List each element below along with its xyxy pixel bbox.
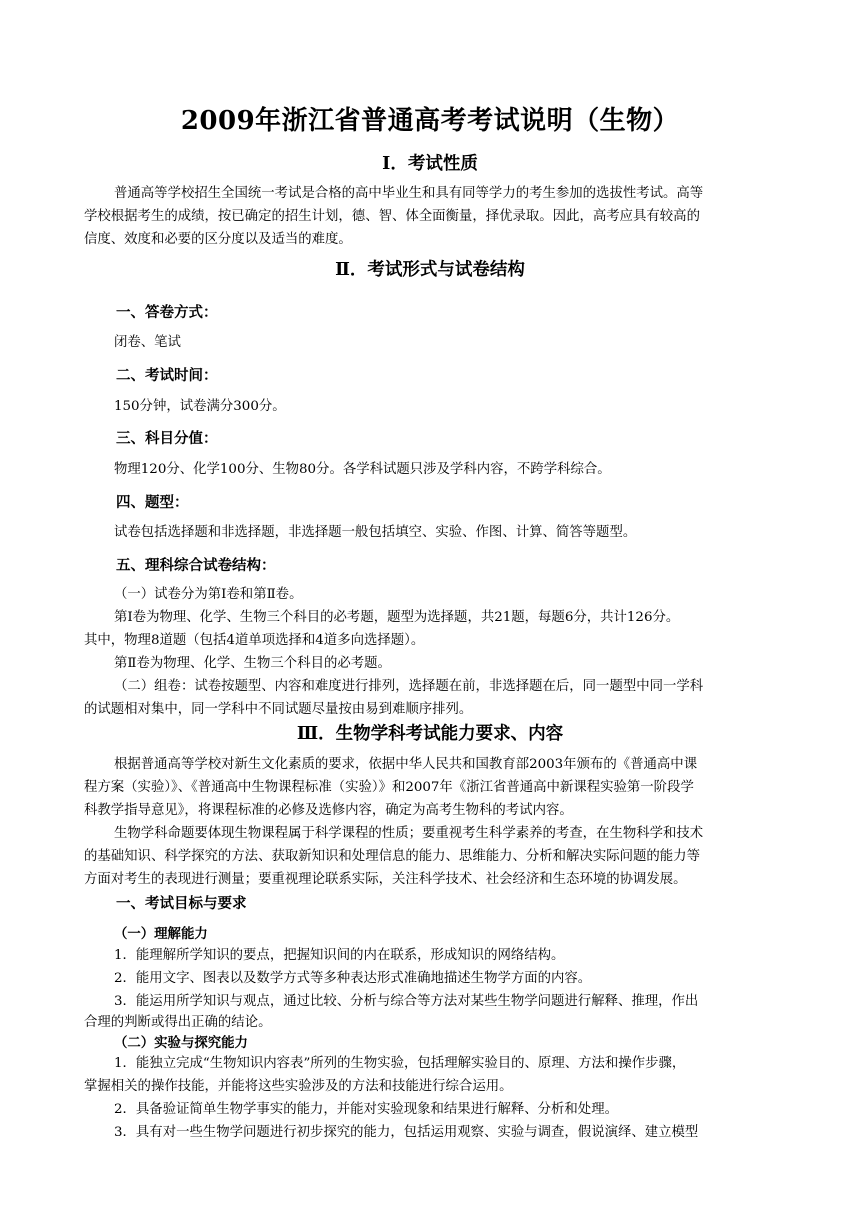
paper-structure-line: 的试题相对集中，同一学科中不同试题尽量按由易到难顺序排列。: [84, 702, 473, 717]
question-type-text: 试卷包括选择题和非选择题，非选择题一般包括填空、实验、作图、计算、简答等题型。: [114, 525, 637, 540]
paper-structure-line: （二）组卷：试卷按题型、内容和难度进行排列，选择题在前，非选择题在后，同一题型中同一学科: [114, 679, 704, 694]
ability-1-line: 合理的判断或得出正确的结论。: [84, 1015, 272, 1030]
ability-2-line: 2．具备验证简单生物学事实的能力，并能对实验现象和结果进行解释、分析和处理。: [114, 1102, 618, 1117]
subject-score-text: 物理120分、化学100分、生物80分。各学科试题只涉及学科内容，不跨学科综合。: [114, 462, 611, 477]
section-3-line: 科教学指导意见》，将课程标准的必修及选修内容，确定为高考生物科的考试内容。: [84, 803, 573, 818]
ability-2-heading: （二）实验与探究能力: [114, 1035, 248, 1051]
subject-score-heading: 三、科目分值：: [116, 430, 218, 447]
section-3-line: 方面对考生的表现进行测量；要重视理论联系实际，关注科学技术、社会经济和生态环境的协调发展。: [84, 872, 687, 887]
question-type-heading: 四、题型：: [116, 494, 189, 511]
answer-method-heading: 一、答卷方式：: [116, 304, 218, 321]
section-1-heading: Ⅰ．考试性质: [382, 154, 478, 174]
answer-method-text: 闭卷、笔试: [114, 335, 181, 350]
paper-structure-heading: 五、理科综合试卷结构：: [116, 557, 276, 574]
paper-structure-line: 第Ⅱ卷为物理、化学、生物三个科目的必考题。: [114, 656, 391, 671]
ability-2-line: 3．具有对一些生物学问题进行初步探究的能力，包括运用观察、实验与调查，假说演绎、建立模型: [114, 1125, 699, 1140]
ability-1-line: 1．能理解所学知识的要点，把握知识间的内在联系，形成知识的网络结构。: [114, 948, 565, 963]
section-3-line: 根据普通高等学校对新生文化素质的要求，依据中华人民共和国教育部2003年颁布的《普通高中课: [114, 757, 698, 772]
section-1-line: 普通高等学校招生全国统一考试是合格的高中毕业生和具有同等学力的考生参加的选拔性考试。高等: [114, 186, 704, 201]
section-3-heading: Ⅲ．生物学科考试能力要求、内容: [296, 724, 564, 744]
section-3-line: 程方案（实验）》、《普通高中生物课程标准（实验）》和2007年《浙江省普通高中新课程实验第一阶段学: [84, 780, 694, 795]
paper-structure-line: （一）试卷分为第Ⅰ卷和第Ⅱ卷。: [114, 587, 303, 602]
ability-2-line: 1．能独立完成“生物知识内容表”所列的生物实验，包括理解实验目的、原理、方法和操作步骤，: [114, 1056, 686, 1071]
ability-1-line: 3．能运用所学知识与观点，通过比较、分析与综合等方法对某些生物学问题进行解释、推理，作出: [114, 994, 699, 1009]
document-title: 2009年浙江省普通高考考试说明（生物）: [180, 106, 680, 136]
exam-time-text: 150分钟，试卷满分300分。: [114, 399, 286, 414]
ability-2-line: 掌握相关的操作技能，并能将这些实验涉及的方法和技能进行综合运用。: [84, 1079, 513, 1094]
exam-goals-heading: 一、考试目标与要求: [116, 895, 247, 912]
section-3-line: 生物学科命题要体现生物课程属于科学课程的性质；要重视考生科学素养的考查，在生物科学和技术: [114, 826, 704, 841]
ability-1-heading: （一）理解能力: [114, 926, 208, 942]
section-1-line: 学校根据考生的成绩，按已确定的招生计划，德、智、体全面衡量，择优录取。因此，高考应具有较高的: [84, 209, 700, 224]
paper-structure-line: 第Ⅰ卷为物理、化学、生物三个科目的必考题，题型为选择题，共21题，每题6分，共计126分。: [114, 610, 680, 625]
section-1-line: 信度、效度和必要的区分度以及适当的难度。: [84, 232, 352, 247]
ability-1-line: 2．能用文字、图表以及数学方式等多种表达形式准确地描述生物学方面的内容。: [114, 971, 592, 986]
exam-time-heading: 二、考试时间：: [116, 367, 218, 384]
paper-structure-line: 其中，物理8道题（包括4道单项选择和4道多向选择题）。: [84, 633, 425, 648]
section-2-heading: Ⅱ．考试形式与试卷结构: [335, 260, 525, 280]
section-3-line: 的基础知识、科学探究的方法、获取新知识和处理信息的能力、思维能力、分析和解决实际问题的能力等: [84, 849, 700, 864]
